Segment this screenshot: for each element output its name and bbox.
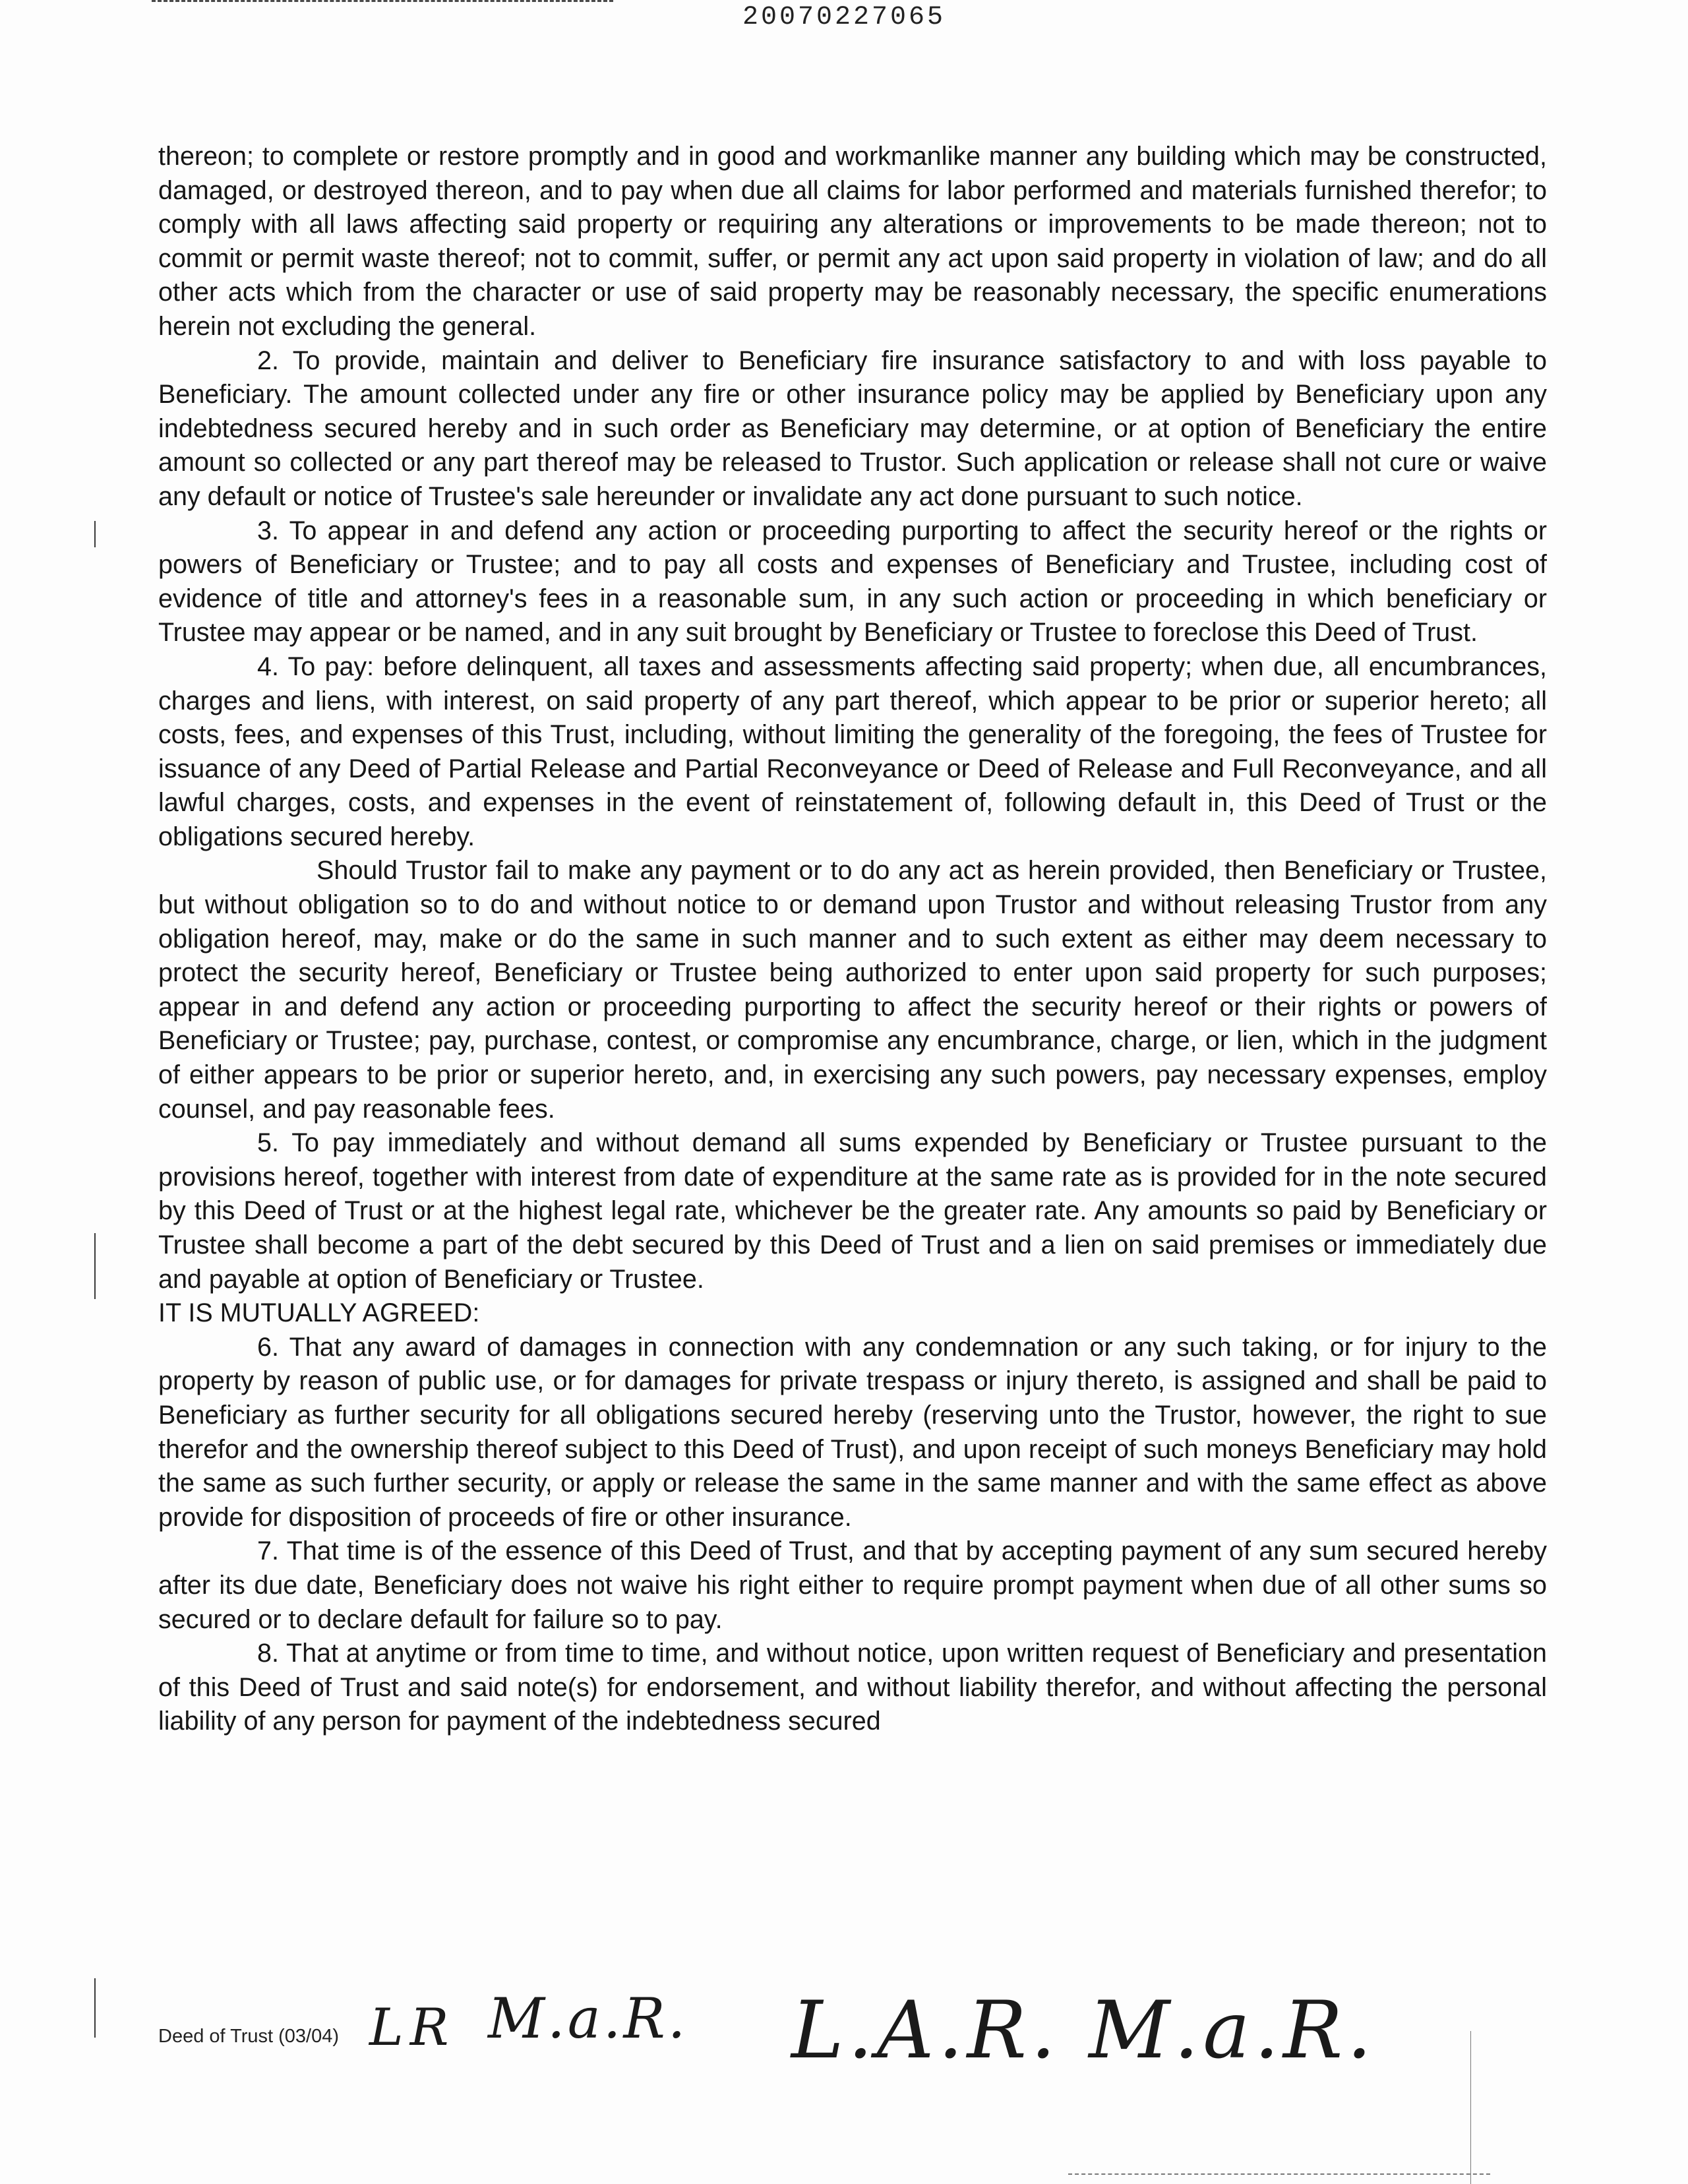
margin-mark [94,1233,96,1299]
paragraph-3-defend-actions: 3. To appear in and defend any action or proceeding purporting to affect the security hereof or the rights or powers of Beneficiary or Trustee; and to pay all costs and expenses of Beneficiary and Trustee, including cost of evidence of title and attorney's fees in a reasonable sum, in any such action or proceeding in which beneficiary or Trustee may appear or be named, and in any suit brought by Beneficiary or Trustee to foreclose this Deed of Trust. [158,516,1547,648]
form-label: Deed of Trust (03/04) [158,2026,340,2047]
document-number: 20070227065 [742,3,946,32]
margin-mark [94,521,96,547]
handwritten-initials-3: L.A.R. M.a.R. [791,1985,1376,2077]
margin-mark [1470,2031,1471,2184]
paragraph-5-repayment: 5. To pay immediately and without demand all sums expended by Beneficiary or Trustee pursuant to the provisions hereof, together with interest from date of expenditure at the same rate as is provided for in the note secured by this Deed of Trust or at the highest legal rate, whichever be the greater rate. Any amounts so paid by Beneficiary or Trustee shall become a part of the debt secured by this Deed of Trust and a lien on said premises or immediately due and payable at option of Beneficiary or Trustee. [158,1128,1547,1294]
paragraph-8-reconveyance: 8. That at anytime or from time to time, and without notice, upon written request of Beneficiary and presentation of this Deed of Trust and said note(s) for endorsement, and without liability therefor, and without affecting the personal liability of any person for payment of the indebtedness secured [158,1639,1547,1736]
paragraph-4-taxes: 4. To pay: before delinquent, all taxes and assessments affecting said property; when due, all encumbrances, charges and liens, with interest, on said property of any part thereof, which appear to be prior or superior hereto; all costs, fees, and expenses of this Trust, including, without limiting the generality of the foregoing, the fees of Trustee for issuance of any Deed of Partial Release and Partial Reconveyance or Deed of Release and Full Reconveyance, and all lawful charges, costs, and expenses in the event of reinstatement of, following default in, this Deed of Trust or the obligations secured hereby. [158,652,1547,851]
paragraph-trustor-default: Should Trustor fail to make any payment or to do any act as herein provided, then Beneficiary or Trustee, but without obligation so to do and without notice to or demand upon Trustor and without releasing Trustor from any obligation hereof, may, make or do the same in such manner and to such extent as either may deem necessary to protect the security hereof, Beneficiary or Trustee being authorized to enter upon said property for such purposes; appear in and defend any action or proceeding purporting to affect the security hereof or their rights or powers of Beneficiary or Trustee; pay, purchase, contest, or compromise any encumbrance, charge, or lien, which in the judgment of either appears to be prior or superior hereto, and, in exercising any such powers, pay necessary expenses, employ counsel, and pay reasonable fees. [158,856,1547,1124]
document-body [158,140,1547,1739]
paragraph-continuation: thereon; to complete or restore promptly and in good and workmanlike manner any building which may be constructed, damaged, or destroyed thereon, and to pay when due all claims for labor performed and materials furnished therefor; to comply with all laws affecting said property or requiring any alterations or improvements to be made thereon; not to commit or permit waste thereof; not to commit, suffer, or permit any act upon said property in violation of law; and do all other acts which from the character or use of said property may be reasonably necessary, the specific enumerations herein not excluding the general. [158,142,1547,341]
paragraph-2-insurance: 2. To provide, maintain and deliver to Beneficiary fire insurance satisfactory to and with loss payable to Beneficiary. The amount collected under any fire or other insurance policy may be applied by Beneficiary upon any indebtedness secured hereby and in such order as Beneficiary may determine, or at option of Beneficiary the entire amount so collected or any part thereof may be released to Trustor. Such application or release shall not cure or waive any default or notice of Trustee's sale hereunder or invalidate any act done pursuant to such notice. [158,346,1547,511]
paragraph-6-condemnation: 6. That any award of damages in connection with any condemnation or any such taking, or for injury to the property by reason of public use, or for damages for private trespass or injury thereto, is assigned and shall be paid to Beneficiary as further security for all obligations secured hereby (reserving unto the Trustor, however, the right to sue therefor and the ownership thereof subject to this Deed of Trust), and upon receipt of such moneys Beneficiary may hold the same as such further security, or apply or release the same in the same manner and with the same effect as above provide for disposition of proceeds of fire or other insurance. [158,1332,1547,1532]
margin-mark [94,1978,96,2038]
bottom-edge-rule [1068,2173,1490,2176]
paragraph-7-time-essence: 7. That time is of the essence of this Deed of Trust, and that by accepting payment of any sum secured hereby after its due date, Beneficiary does not waive his right either to require prompt payment when due of all other sums so secured or to declare default for failure so to pay. [158,1536,1547,1634]
section-heading-mutually-agreed: IT IS MUTUALLY AGREED: [158,1298,480,1328]
handwritten-initials-1: LR [369,1998,456,2057]
handwritten-initials-2: M.a.R. [488,1986,688,2051]
